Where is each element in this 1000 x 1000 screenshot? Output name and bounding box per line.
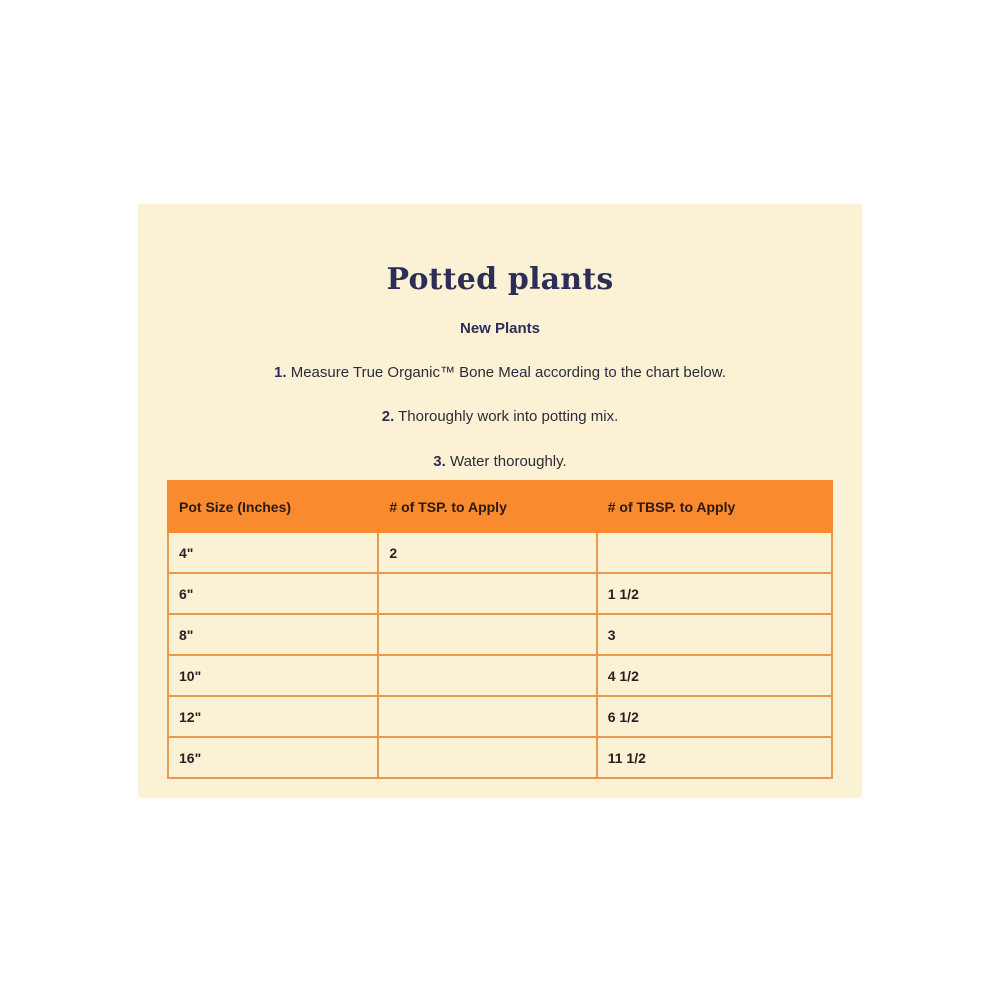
page-title: Potted plants [386,262,614,297]
cell-pot-size: 12" [168,696,378,737]
instruction-step-2 [138,408,862,425]
header-tsp: # of TSP. to Apply [378,481,596,532]
cell-tbsp: 11 1/2 [597,737,832,778]
dosage-table [167,480,833,779]
cell-tsp [378,737,596,778]
instruction-step-1 [138,364,862,381]
cell-tbsp [597,532,832,573]
potted-plants-card [138,204,862,798]
table-row [168,614,832,655]
cell-pot-size: 4" [168,532,378,573]
table-row [168,655,832,696]
cell-tsp [378,614,596,655]
step-number: 1. [274,364,287,381]
header-pot-size: Pot Size (Inches) [168,481,378,532]
cell-pot-size: 8" [168,614,378,655]
step-number: 3. [433,453,446,470]
cell-pot-size: 10" [168,655,378,696]
cell-tbsp: 3 [597,614,832,655]
table-row [168,737,832,778]
cell-tsp [378,696,596,737]
cell-pot-size: 16" [168,737,378,778]
table-row [168,532,832,573]
cell-tbsp: 6 1/2 [597,696,832,737]
table-header-row [168,481,832,532]
header-tbsp: # of TBSP. to Apply [597,481,832,532]
section-subtitle: New Plants [459,320,541,337]
step-number: 2. [381,408,395,425]
cell-pot-size: 6" [168,573,378,614]
cell-tbsp: 1 1/2 [597,573,832,614]
table-row [168,573,832,614]
cell-tsp [378,655,596,696]
cell-tsp [378,573,596,614]
step-text: Thoroughly work into potting mix. [394,408,619,425]
instruction-step-3 [138,453,862,470]
step-text: Measure True Organic™ Bone Meal according to the chart below. [286,364,726,381]
step-text: Water thoroughly. [445,453,567,470]
table-row [168,696,832,737]
cell-tbsp: 4 1/2 [597,655,832,696]
cell-tsp: 2 [378,532,596,573]
